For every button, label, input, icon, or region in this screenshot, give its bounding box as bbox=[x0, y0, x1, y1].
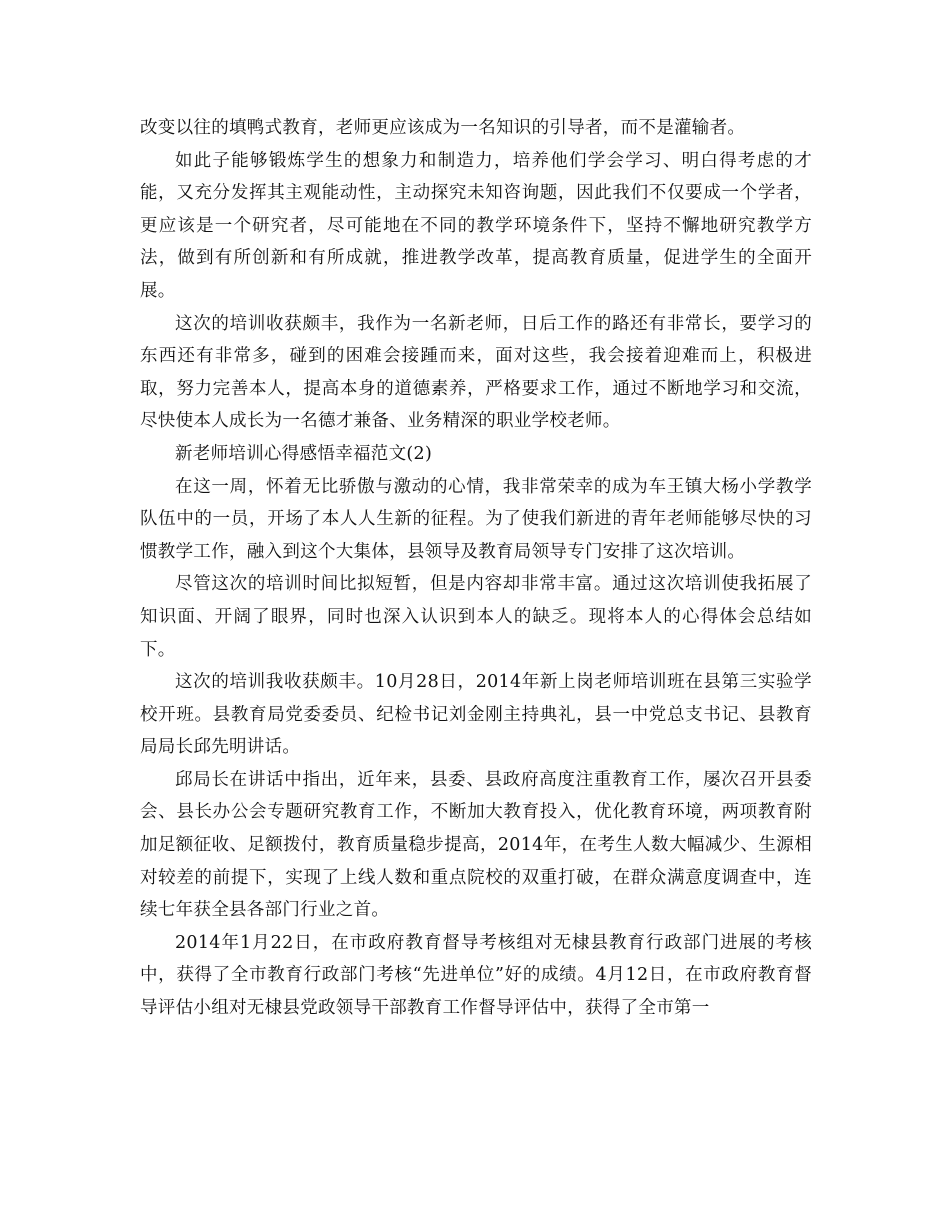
paragraph-1: 改变以往的填鸭式教育，老师更应该成为一名知识的引导者，而不是灌输者。 bbox=[140, 118, 746, 138]
paragraph-5: 在这一周，怀着无比骄傲与激动的心情，我非常荣幸的成为车王镇大杨小学教学队伍中的一员，开场了本人人生新的征程。为了使我们新进的青年老师能够尽快的习惯教学工作，融入到这个大集体，县领导及教育局领导专门安排了这次培训。 bbox=[140, 476, 812, 562]
paragraph-9: 2014年1月22日，在市政府教育督导考核组对无棣县教育行政部门进展的考核中，获得了全市教育行政部门考核“先进单位”好的成绩。4月12日，在市政府教育督导评估小组对无棣县党政领导干部教育工作督导评估中，获得了全市第一 bbox=[140, 932, 812, 1019]
paragraph-2: 如此子能够锻炼学生的想象力和制造力，培养他们学会学习、明白得考虑的才能，又充分发挥其主观能动性，主动探究未知咨询题，因此我们不仅要成一个学者，更应该是一个研究者，尽可能地在不同的教学环境条件下，坚持不懈地研究教学方法，做到有所创新和有所成就，推进教学改革，提高教育质量，促进学生的全面开展。 bbox=[140, 150, 812, 301]
paragraph-8: 邱局长在讲话中指出，近年来，县委、县政府高度注重教育工作，屡次召开县委会、县长办公会专题研究教育工作，不断加大教育投入，优化教育环境，两项教育附加足额征收、足额拨付，教育质量稳步提高，2014年，在考生人数大幅减少、生源相对较差的前提下，实现了上线人数和重点院校的双重打破，在群众满意度调查中，连续七年获全县各部门行业之首。 bbox=[140, 769, 812, 921]
section-heading: 新老师培训心得感悟幸福范文(2) bbox=[175, 443, 433, 464]
paragraph-6: 尽管这次的培训时间比拟短暂，但是内容却非常丰富。通过这次培训使我拓展了知识面、开阔了眼界，同时也深入认识到本人的缺乏。现将本人的心得体会总结如下。 bbox=[140, 574, 812, 660]
paragraph-7: 这次的培训我收获颇丰。10月28日，2014年新上岗老师培训班在县第三实验学校开班。县教育局党委委员、纪检书记刘金刚主持典礼，县一中党总支书记、县教育局局长邱先明讲话。 bbox=[140, 672, 812, 758]
document-page bbox=[140, 112, 812, 1025]
paragraph-3: 这次的培训收获颇丰，我作为一名新老师，日后工作的路还有非常长，要学习的东西还有非常多，碰到的困难会接踵而来，面对这些，我会接着迎难而上，积极进取，努力完善本人，提高本身的道德素养，严格要求工作，通过不断地学习和交流，尽快使本人成长为一名德才兼备、业务精深的职业学校老师。 bbox=[140, 313, 812, 432]
